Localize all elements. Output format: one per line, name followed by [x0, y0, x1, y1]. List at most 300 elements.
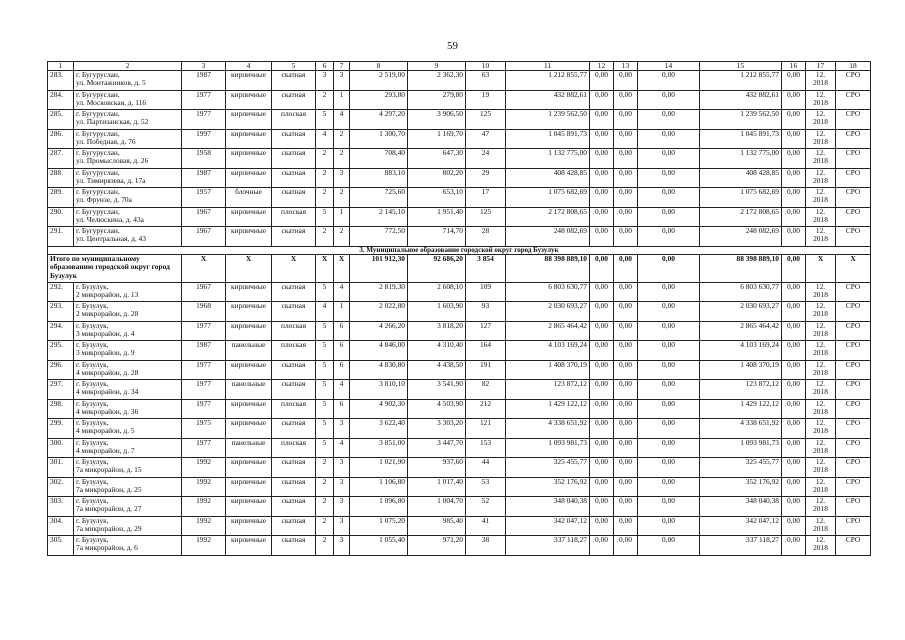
- total-area: 708,40: [350, 149, 408, 169]
- residential-area: 1 603,90: [408, 302, 466, 322]
- residential-area: 802,20: [408, 168, 466, 188]
- residential-area: 1 951,40: [408, 207, 466, 227]
- table-row: [48, 188, 871, 208]
- entrances-count: 6: [334, 399, 350, 419]
- floors-count: 2: [316, 227, 334, 247]
- col12-value: 0,00: [590, 227, 614, 247]
- total-row: [48, 254, 871, 282]
- address-cell: [74, 110, 182, 130]
- section-title: 3. Муниципальное образование городской округ город Бузулук: [48, 246, 871, 254]
- col13-value: 0,00: [614, 321, 638, 341]
- address-city: г. Бугуруслан,: [76, 129, 120, 138]
- roof-type: скатная: [272, 458, 316, 478]
- table-row: [48, 438, 871, 458]
- col12-value: 0,00: [590, 168, 614, 188]
- residential-area: 653,10: [408, 188, 466, 208]
- wall-material: кирпичные: [226, 302, 272, 322]
- floors-count: 2: [316, 149, 334, 169]
- col13-value: 0,00: [614, 438, 638, 458]
- col15-value: 1 212 855,77: [700, 71, 782, 91]
- col12-value: 0,00: [590, 497, 614, 517]
- address-cell: [74, 282, 182, 302]
- roof-type: плоская: [272, 399, 316, 419]
- column-number-8: 8: [350, 62, 408, 71]
- repair-term: [806, 302, 836, 322]
- entrances-count: 3: [334, 419, 350, 439]
- repair-term: [806, 497, 836, 517]
- address-city: г. Бугуруслан,: [76, 226, 120, 235]
- repair-term: [806, 71, 836, 91]
- total-col18: X: [836, 254, 871, 282]
- col16-value: 0,00: [782, 360, 806, 380]
- entrances-count: 4: [334, 438, 350, 458]
- repair-term: [806, 438, 836, 458]
- total-area: 1 106,80: [350, 477, 408, 497]
- repair-term-month: 12.: [815, 148, 826, 157]
- col16-value: 0,00: [782, 110, 806, 130]
- repair-term: [806, 516, 836, 536]
- row-number: 291.: [48, 227, 74, 247]
- residents-count: 53: [466, 477, 506, 497]
- repair-cost: 2 030 693,27: [506, 302, 590, 322]
- total-area: 3 622,40: [350, 419, 408, 439]
- table-row: [48, 497, 871, 517]
- year-built: 1977: [182, 380, 226, 400]
- entrances-count: 2: [334, 129, 350, 149]
- col12-value: 0,00: [590, 149, 614, 169]
- col12-value: 0,00: [590, 110, 614, 130]
- total-area: 725,60: [350, 188, 408, 208]
- column-number-12: 12: [590, 62, 614, 71]
- col13-value: 0,00: [614, 360, 638, 380]
- column-number-16: 16: [782, 62, 806, 71]
- roof-type: скатная: [272, 302, 316, 322]
- col12-value: 0,00: [590, 90, 614, 110]
- col12-value: 0,00: [590, 129, 614, 149]
- total-area: 4 297,20: [350, 110, 408, 130]
- repair-term-month: 12.: [815, 70, 826, 79]
- repair-cost: 1 429 122,12: [506, 399, 590, 419]
- repair-method: СРО: [836, 321, 871, 341]
- residents-count: 17: [466, 188, 506, 208]
- col12-value: 0,00: [590, 71, 614, 91]
- total-area: 1 300,70: [350, 129, 408, 149]
- floors-count: 2: [316, 458, 334, 478]
- address-city: г. Бузулук,: [76, 379, 109, 388]
- repair-term-month: 12.: [815, 321, 826, 330]
- total-area: 772,50: [350, 227, 408, 247]
- col12-value: 0,00: [590, 360, 614, 380]
- table-row: [48, 149, 871, 169]
- address-cell: [74, 477, 182, 497]
- col12-value: 0,00: [590, 341, 614, 361]
- repair-cost: 1 239 562,50: [506, 110, 590, 130]
- repair-term-month: 12.: [815, 496, 826, 505]
- repair-term: [806, 399, 836, 419]
- repair-term-month: 12.: [815, 340, 826, 349]
- repair-term-month: 12.: [815, 282, 826, 291]
- repair-term-year: 2018: [813, 117, 828, 127]
- address-cell: [74, 90, 182, 110]
- address-cell: [74, 207, 182, 227]
- col12-value: 0,00: [590, 207, 614, 227]
- col16-value: 0,00: [782, 149, 806, 169]
- col16-value: 0,00: [782, 321, 806, 341]
- total-repair-cost: 88 398 889,10: [506, 254, 590, 282]
- col16-value: 0,00: [782, 129, 806, 149]
- floors-count: 4: [316, 129, 334, 149]
- year-built: 1987: [182, 168, 226, 188]
- entrances-count: 4: [334, 282, 350, 302]
- address-city: г. Бугуруслан,: [76, 70, 120, 79]
- col16-value: 0,00: [782, 341, 806, 361]
- col14-value: 0,00: [638, 536, 700, 556]
- residents-count: 164: [466, 341, 506, 361]
- repair-term-month: 12.: [815, 226, 826, 235]
- col14-value: 0,00: [638, 227, 700, 247]
- col13-value: 0,00: [614, 341, 638, 361]
- residential-area: 1 004,70: [408, 497, 466, 517]
- residents-count: 52: [466, 497, 506, 517]
- col16-value: 0,00: [782, 536, 806, 556]
- roof-type: плоская: [272, 321, 316, 341]
- residential-area: 985,40: [408, 516, 466, 536]
- total-area-sum: 101 912,30: [350, 254, 408, 282]
- address-cell: [74, 188, 182, 208]
- col16-value: 0,00: [782, 516, 806, 536]
- col15-value: 1 239 562,50: [700, 110, 782, 130]
- total-area: 4 902,30: [350, 399, 408, 419]
- table-row: [48, 380, 871, 400]
- table-row: [48, 282, 871, 302]
- total-area: 883,10: [350, 168, 408, 188]
- repair-method: СРО: [836, 282, 871, 302]
- repair-term: [806, 188, 836, 208]
- repair-cost: 325 455,77: [506, 458, 590, 478]
- residential-area: 4 503,90: [408, 399, 466, 419]
- col15-value: 432 882,61: [700, 90, 782, 110]
- residents-count: 153: [466, 438, 506, 458]
- total-area: 2 519,00: [350, 71, 408, 91]
- residents-count: 41: [466, 516, 506, 536]
- total-col16: 0,00: [782, 254, 806, 282]
- col13-value: 0,00: [614, 497, 638, 517]
- col14-value: 0,00: [638, 477, 700, 497]
- total-area: 1 021,90: [350, 458, 408, 478]
- col16-value: 0,00: [782, 477, 806, 497]
- wall-material: кирпичные: [226, 536, 272, 556]
- col15-value: 408 428,85: [700, 168, 782, 188]
- row-number: 298.: [48, 399, 74, 419]
- total-col17: X: [806, 254, 836, 282]
- repair-term-year: 2018: [813, 156, 828, 166]
- repair-cost: 1 132 775,00: [506, 149, 590, 169]
- year-built: 1977: [182, 399, 226, 419]
- wall-material: кирпичные: [226, 321, 272, 341]
- row-number: 294.: [48, 321, 74, 341]
- residential-area: 279,80: [408, 90, 466, 110]
- row-number: 297.: [48, 380, 74, 400]
- col13-value: 0,00: [614, 536, 638, 556]
- floors-count: 5: [316, 399, 334, 419]
- total-col14: 0,00: [638, 254, 700, 282]
- col16-value: 0,00: [782, 419, 806, 439]
- year-built: 1977: [182, 110, 226, 130]
- repair-method: СРО: [836, 302, 871, 322]
- repair-method: СРО: [836, 149, 871, 169]
- wall-material: кирпичные: [226, 110, 272, 130]
- col15-value: 4 103 169,24: [700, 341, 782, 361]
- col16-value: 0,00: [782, 90, 806, 110]
- col14-value: 0,00: [638, 110, 700, 130]
- col12-value: 0,00: [590, 536, 614, 556]
- row-number: 303.: [48, 497, 74, 517]
- repair-term-year: 2018: [813, 445, 828, 455]
- repair-term-year: 2018: [813, 234, 828, 244]
- year-built: 1968: [182, 302, 226, 322]
- address-city: г. Бузулук,: [76, 399, 109, 408]
- floors-count: 5: [316, 341, 334, 361]
- repair-method: СРО: [836, 380, 871, 400]
- year-built: 1975: [182, 419, 226, 439]
- wall-material: кирпичные: [226, 419, 272, 439]
- address-street: 4 микрорайон, д. 7: [76, 445, 135, 455]
- repair-term-year: 2018: [813, 523, 828, 533]
- total-area: 293,80: [350, 90, 408, 110]
- repair-term-year: 2018: [813, 543, 828, 553]
- col15-value: 2 865 464,42: [700, 321, 782, 341]
- residents-count: 127: [466, 321, 506, 341]
- floors-count: 3: [316, 71, 334, 91]
- repair-cost: 248 082,69: [506, 227, 590, 247]
- roof-type: скатная: [272, 227, 316, 247]
- address-cell: [74, 149, 182, 169]
- address-city: г. Бузулук,: [76, 360, 109, 369]
- address-street: 7а микрорайон, д. 6: [76, 543, 138, 553]
- col12-value: 0,00: [590, 458, 614, 478]
- col13-value: 0,00: [614, 207, 638, 227]
- total-area: 2 022,80: [350, 302, 408, 322]
- repair-cost: 2 172 808,65: [506, 207, 590, 227]
- wall-material: кирпичные: [226, 497, 272, 517]
- address-street: 7а микрорайон, д. 27: [76, 504, 142, 514]
- repair-term: [806, 321, 836, 341]
- address-city: г. Бугуруслан,: [76, 109, 120, 118]
- residents-count: 63: [466, 71, 506, 91]
- year-built: 1977: [182, 438, 226, 458]
- repair-method: СРО: [836, 477, 871, 497]
- year-built: 1967: [182, 227, 226, 247]
- address-city: г. Бузулук,: [76, 321, 109, 330]
- repair-term-month: 12.: [815, 187, 826, 196]
- column-number-18: 18: [836, 62, 871, 71]
- col15-value: 1 075 682,69: [700, 188, 782, 208]
- wall-material: панельные: [226, 438, 272, 458]
- repair-term-month: 12.: [815, 535, 826, 544]
- residential-area: 3 447,70: [408, 438, 466, 458]
- roof-type: плоская: [272, 438, 316, 458]
- repair-cost: 408 428,85: [506, 168, 590, 188]
- repair-term-year: 2018: [813, 484, 828, 494]
- row-number: 304.: [48, 516, 74, 536]
- repair-cost: 6 803 630,77: [506, 282, 590, 302]
- address-cell: [74, 302, 182, 322]
- repair-term: [806, 149, 836, 169]
- total-area: 3 851,00: [350, 438, 408, 458]
- residents-count: 19: [466, 90, 506, 110]
- repair-term-year: 2018: [813, 175, 828, 185]
- entrances-count: 3: [334, 168, 350, 188]
- column-number-1: 1: [48, 62, 74, 71]
- year-built: 1997: [182, 129, 226, 149]
- row-number: 299.: [48, 419, 74, 439]
- entrances-count: 3: [334, 458, 350, 478]
- col16-value: 0,00: [782, 207, 806, 227]
- residents-count: 38: [466, 536, 506, 556]
- repair-method: СРО: [836, 438, 871, 458]
- roof-type: скатная: [272, 188, 316, 208]
- col13-value: 0,00: [614, 90, 638, 110]
- roof-type: плоская: [272, 207, 316, 227]
- repair-term-month: 12.: [815, 360, 826, 369]
- col12-value: 0,00: [590, 321, 614, 341]
- column-number-14: 14: [638, 62, 700, 71]
- repair-term: [806, 90, 836, 110]
- address-street: ул. Фрунзе, д. 70а: [76, 195, 132, 205]
- col13-value: 0,00: [614, 110, 638, 130]
- year-built: 1967: [182, 282, 226, 302]
- col14-value: 0,00: [638, 188, 700, 208]
- col14-value: 0,00: [638, 360, 700, 380]
- repair-cost: 352 176,92: [506, 477, 590, 497]
- roof-type: скатная: [272, 536, 316, 556]
- repair-cost: 337 118,27: [506, 536, 590, 556]
- repair-term-year: 2018: [813, 309, 828, 319]
- address-city: г. Бузулук,: [76, 535, 109, 544]
- total-label: Итого по муниципальному образованию городской округ город Бузулук: [48, 254, 182, 282]
- total-area: 1 096,80: [350, 497, 408, 517]
- roof-type: скатная: [272, 282, 316, 302]
- repair-term-month: 12.: [815, 438, 826, 447]
- year-built: 1987: [182, 71, 226, 91]
- section-header-row: [48, 246, 871, 254]
- total-col7: X: [334, 254, 350, 282]
- total-area: 3 810,10: [350, 380, 408, 400]
- col14-value: 0,00: [638, 149, 700, 169]
- address-city: г. Бугуруслан,: [76, 168, 120, 177]
- entrances-count: 2: [334, 188, 350, 208]
- residential-area: 937,60: [408, 458, 466, 478]
- row-number: 284.: [48, 90, 74, 110]
- address-city: г. Бугуруслан,: [76, 148, 120, 157]
- row-number: 285.: [48, 110, 74, 130]
- floors-count: 2: [316, 516, 334, 536]
- wall-material: кирпичные: [226, 129, 272, 149]
- repair-method: СРО: [836, 458, 871, 478]
- repair-term-year: 2018: [813, 348, 828, 358]
- entrances-count: 3: [334, 536, 350, 556]
- floors-count: 2: [316, 536, 334, 556]
- address-cell: [74, 419, 182, 439]
- col13-value: 0,00: [614, 129, 638, 149]
- repair-term: [806, 419, 836, 439]
- year-built: 1992: [182, 458, 226, 478]
- repair-term-year: 2018: [813, 289, 828, 299]
- col12-value: 0,00: [590, 302, 614, 322]
- address-street: 3 микрорайон, д. 4: [76, 328, 135, 338]
- residents-count: 109: [466, 282, 506, 302]
- col15-value: 352 176,92: [700, 477, 782, 497]
- col15-value: 2 172 808,65: [700, 207, 782, 227]
- repair-method: СРО: [836, 536, 871, 556]
- repair-cost: 123 872,12: [506, 380, 590, 400]
- col14-value: 0,00: [638, 419, 700, 439]
- address-street: 3 микрорайон, д. 9: [76, 348, 135, 358]
- table-row: [48, 302, 871, 322]
- row-number: 301.: [48, 458, 74, 478]
- col15-value: 342 047,12: [700, 516, 782, 536]
- entrances-count: 3: [334, 497, 350, 517]
- year-built: 1958: [182, 149, 226, 169]
- address-cell: [74, 536, 182, 556]
- repair-term-month: 12.: [815, 109, 826, 118]
- residential-area: 3 906,50: [408, 110, 466, 130]
- col16-value: 0,00: [782, 497, 806, 517]
- row-number: 296.: [48, 360, 74, 380]
- row-number: 286.: [48, 129, 74, 149]
- col15-value: 1 408 370,19: [700, 360, 782, 380]
- year-built: 1977: [182, 360, 226, 380]
- roof-type: скатная: [272, 71, 316, 91]
- col15-value: 123 872,12: [700, 380, 782, 400]
- residents-count: 212: [466, 399, 506, 419]
- floors-count: 2: [316, 90, 334, 110]
- col13-value: 0,00: [614, 71, 638, 91]
- entrances-count: 2: [334, 227, 350, 247]
- repair-method: СРО: [836, 129, 871, 149]
- year-built: 1967: [182, 207, 226, 227]
- address-street: 4 микрорайон, д. 5: [76, 426, 135, 436]
- page-number: 59: [447, 40, 458, 52]
- table-row: [48, 90, 871, 110]
- repair-term-month: 12.: [815, 457, 826, 466]
- floors-count: 5: [316, 207, 334, 227]
- floors-count: 2: [316, 477, 334, 497]
- residential-area: 971,20: [408, 536, 466, 556]
- col14-value: 0,00: [638, 458, 700, 478]
- row-number: 300.: [48, 438, 74, 458]
- year-built: 1992: [182, 477, 226, 497]
- col14-value: 0,00: [638, 207, 700, 227]
- repair-cost: 4 103 169,24: [506, 341, 590, 361]
- col13-value: 0,00: [614, 380, 638, 400]
- col16-value: 0,00: [782, 458, 806, 478]
- col14-value: 0,00: [638, 516, 700, 536]
- floors-count: 2: [316, 188, 334, 208]
- entrances-count: 6: [334, 321, 350, 341]
- address-street: 7а микрорайон, д. 25: [76, 484, 142, 494]
- column-number-row: [48, 62, 871, 71]
- repair-method: СРО: [836, 227, 871, 247]
- col13-value: 0,00: [614, 399, 638, 419]
- address-street: 2 микрорайон, д. 28: [76, 309, 139, 319]
- col13-value: 0,00: [614, 227, 638, 247]
- repair-method: СРО: [836, 71, 871, 91]
- repair-cost: 1 075 682,69: [506, 188, 590, 208]
- total-area: 2 145,10: [350, 207, 408, 227]
- col15-value: 1 045 891,73: [700, 129, 782, 149]
- residents-count: 28: [466, 227, 506, 247]
